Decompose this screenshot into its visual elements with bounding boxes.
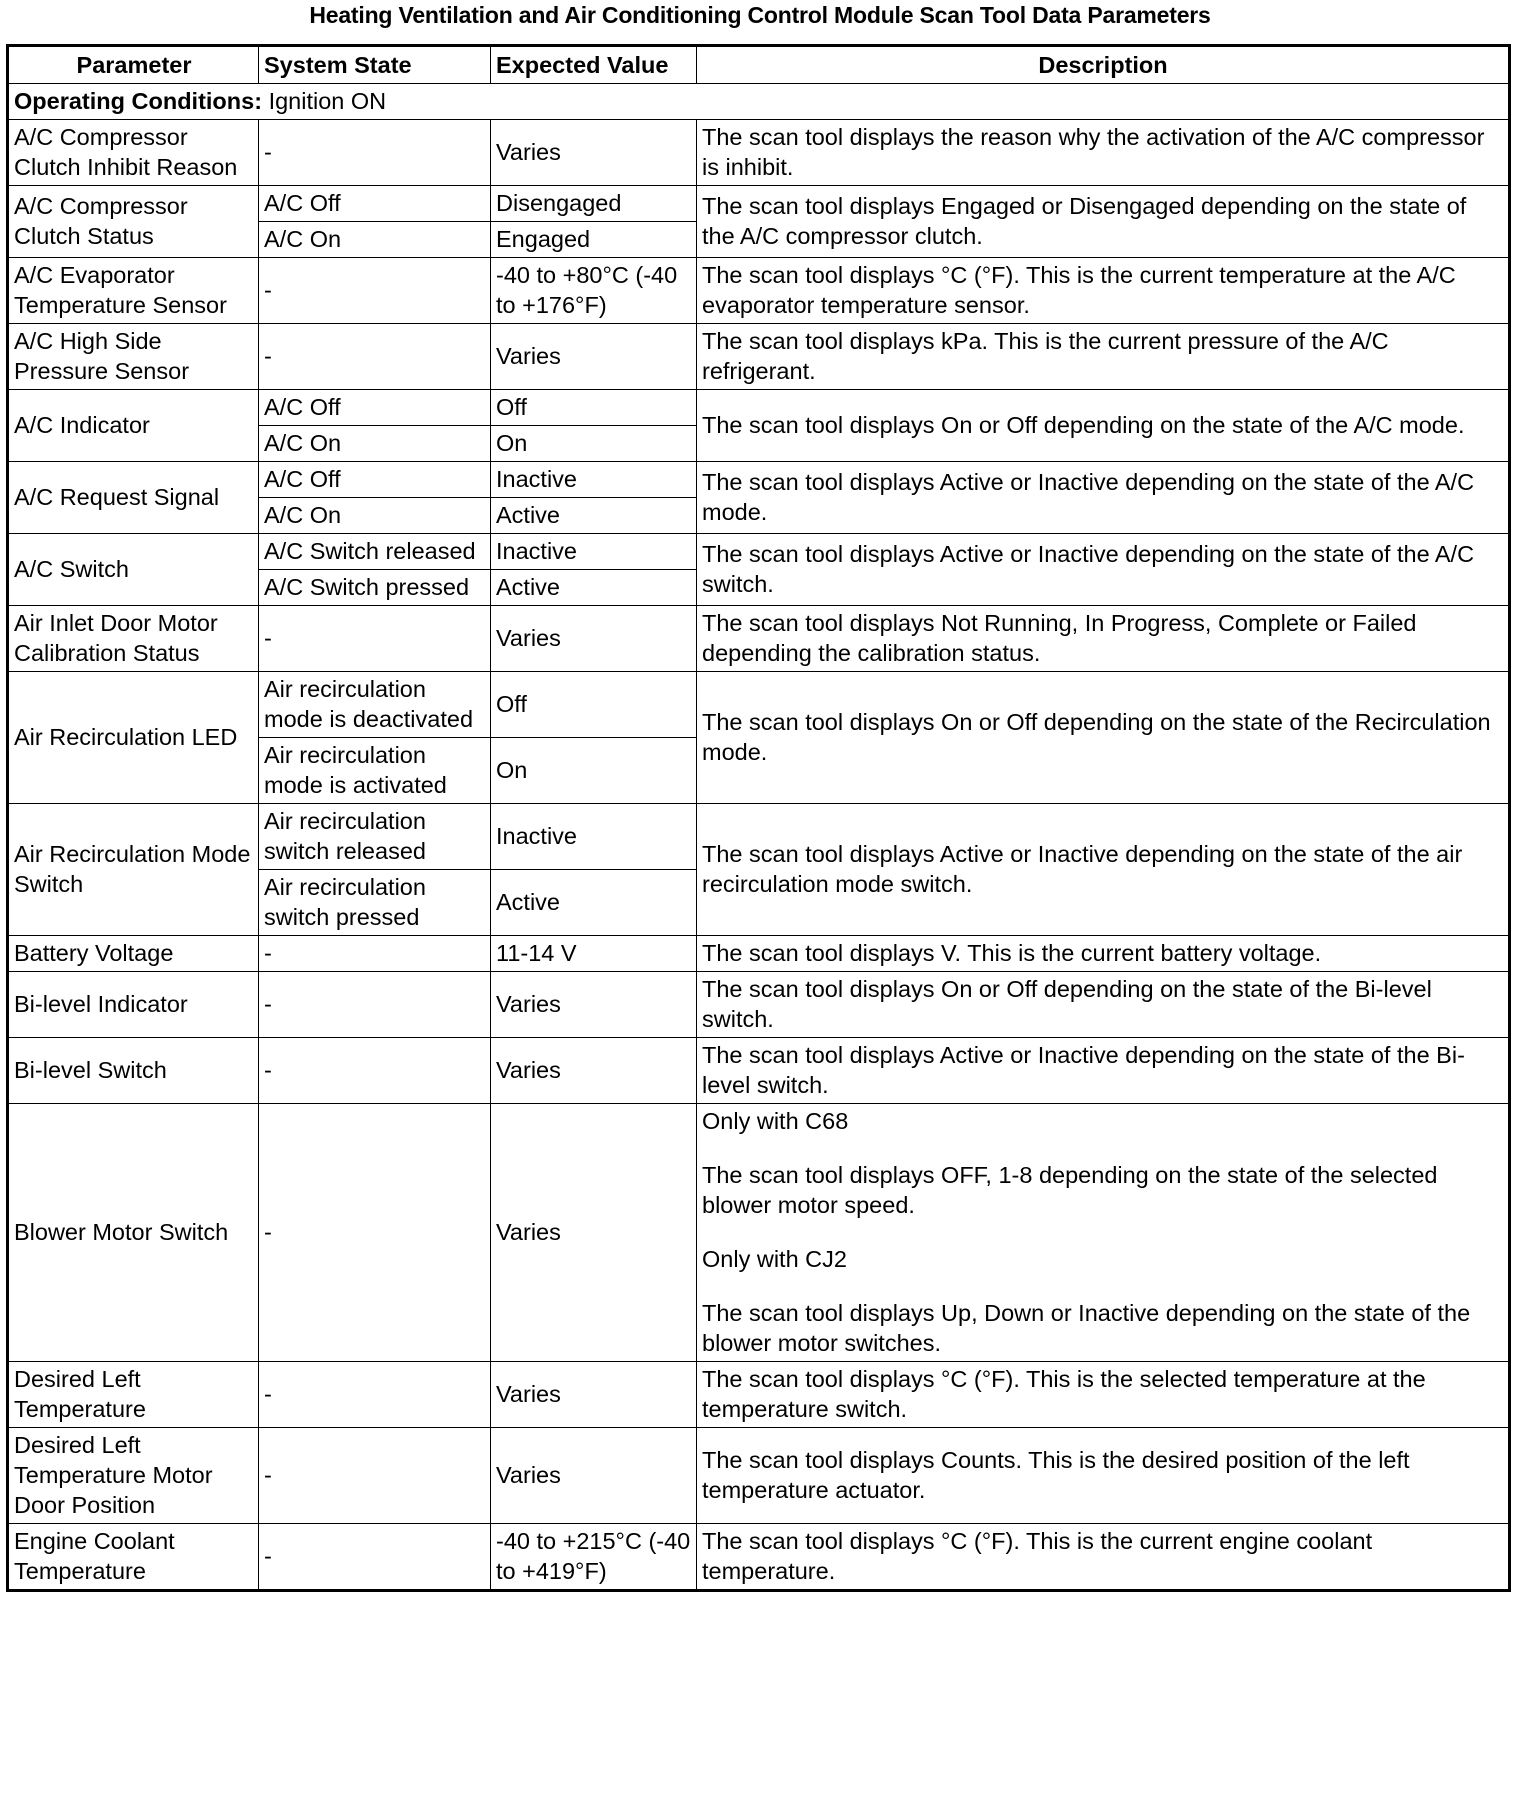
description-cell <box>697 804 1510 936</box>
description-paragraph: Only with C68 <box>702 1108 849 1134</box>
system-state-cell: Air recirculation switch released <box>259 804 491 870</box>
expected-value-cell: -40 to +215°C (-40 to +419°F) <box>491 1524 697 1591</box>
parameter-cell: A/C Switch <box>8 534 259 606</box>
table-row <box>8 534 1510 570</box>
table-row <box>8 390 1510 426</box>
table-row <box>8 804 1510 870</box>
system-state-cell: - <box>259 258 491 324</box>
system-state-cell: A/C Off <box>259 462 491 498</box>
system-state-cell: A/C Switch pressed <box>259 570 491 606</box>
description-cell <box>697 1524 1510 1591</box>
description-paragraph: The scan tool displays Not Running, In Progress, Complete or Failed depending the calibration status. <box>702 610 1417 666</box>
description-paragraph: The scan tool displays Active or Inactive depending on the state of the A/C switch. <box>702 541 1475 597</box>
table-row <box>8 120 1510 186</box>
column-header-parameter: Parameter <box>8 46 259 84</box>
table-row <box>8 1038 1510 1104</box>
description-paragraph: The scan tool displays On or Off depending on the state of the A/C mode. <box>702 412 1465 438</box>
description-paragraph: The scan tool displays Counts. This is the desired position of the left temperature actuator. <box>702 1447 1410 1503</box>
parameter-cell: Bi-level Switch <box>8 1038 259 1104</box>
system-state-cell: Air recirculation switch pressed <box>259 870 491 936</box>
operating-conditions-value: Ignition ON <box>262 88 387 114</box>
description-cell <box>697 936 1510 972</box>
system-state-cell: - <box>259 936 491 972</box>
expected-value-cell: Inactive <box>491 462 697 498</box>
operating-conditions-label: Operating Conditions: <box>14 88 263 114</box>
table-row <box>8 972 1510 1038</box>
table-row <box>8 324 1510 390</box>
page-title: Heating Ventilation and Air Conditioning Control Module Scan Tool Data Parameters <box>309 2 1211 28</box>
column-header-description: Description <box>697 46 1510 84</box>
table-row <box>8 186 1510 222</box>
expected-value-cell: Active <box>491 570 697 606</box>
parameter-cell: Air Recirculation Mode Switch <box>8 804 259 936</box>
expected-value-cell: Varies <box>491 1428 697 1524</box>
description-paragraph: The scan tool displays V. This is the current battery voltage. <box>702 940 1322 966</box>
expected-value-cell: Off <box>491 390 697 426</box>
description-cell <box>697 390 1510 462</box>
parameters-table <box>6 44 1511 1592</box>
expected-value-cell: Engaged <box>491 222 697 258</box>
description-cell <box>697 120 1510 186</box>
description-paragraph: The scan tool displays Active or Inactive depending on the state of the Bi-level switch. <box>702 1042 1465 1098</box>
table-row <box>8 936 1510 972</box>
expected-value-cell: Varies <box>491 1362 697 1428</box>
description-paragraph: The scan tool displays °C (°F). This is the current engine coolant temperature. <box>702 1528 1373 1584</box>
expected-value-cell: Inactive <box>491 534 697 570</box>
description-cell <box>697 1038 1510 1104</box>
parameter-cell: Desired Left Temperature Motor Door Position <box>8 1428 259 1524</box>
description-cell <box>697 1362 1510 1428</box>
system-state-cell: - <box>259 1428 491 1524</box>
description-cell <box>697 462 1510 534</box>
table-body <box>8 84 1510 1591</box>
parameter-cell: Battery Voltage <box>8 936 259 972</box>
parameter-cell: A/C Compressor Clutch Status <box>8 186 259 258</box>
description-cell <box>697 1428 1510 1524</box>
description-cell <box>697 972 1510 1038</box>
system-state-cell: - <box>259 120 491 186</box>
description-paragraph: The scan tool displays OFF, 1-8 depending on the state of the selected blower motor speed. <box>702 1162 1438 1218</box>
description-cell <box>697 606 1510 672</box>
system-state-cell: A/C On <box>259 498 491 534</box>
parameter-cell: A/C Compressor Clutch Inhibit Reason <box>8 120 259 186</box>
expected-value-cell: -40 to +80°C (-40 to +176°F) <box>491 258 697 324</box>
expected-value-cell: Inactive <box>491 804 697 870</box>
description-cell <box>697 672 1510 804</box>
description-cell <box>697 1104 1510 1362</box>
parameter-cell: Air Recirculation LED <box>8 672 259 804</box>
system-state-cell: - <box>259 606 491 672</box>
expected-value-cell: 11-14 V <box>491 936 697 972</box>
system-state-cell: - <box>259 1104 491 1362</box>
column-header-expected-value: Expected Value <box>491 46 697 84</box>
table-row <box>8 1524 1510 1591</box>
table-row <box>8 1104 1510 1362</box>
expected-value-cell: Off <box>491 672 697 738</box>
parameter-cell: A/C Request Signal <box>8 462 259 534</box>
description-paragraph: The scan tool displays °C (°F). This is the selected temperature at the temperature switch. <box>702 1366 1426 1422</box>
parameter-cell: Engine Coolant Temperature <box>8 1524 259 1591</box>
system-state-cell: - <box>259 972 491 1038</box>
system-state-cell: - <box>259 1038 491 1104</box>
description-paragraph: The scan tool displays Engaged or Disengaged depending on the state of the A/C compressor clutch. <box>702 193 1467 249</box>
expected-value-cell: Varies <box>491 606 697 672</box>
system-state-cell: - <box>259 1362 491 1428</box>
parameter-cell: A/C Evaporator Temperature Sensor <box>8 258 259 324</box>
expected-value-cell: Disengaged <box>491 186 697 222</box>
parameter-cell: Desired Left Temperature <box>8 1362 259 1428</box>
system-state-cell: Air recirculation mode is activated <box>259 738 491 804</box>
description-paragraph: The scan tool displays On or Off depending on the state of the Bi-level switch. <box>702 976 1432 1032</box>
system-state-cell: Air recirculation mode is deactivated <box>259 672 491 738</box>
description-cell <box>697 258 1510 324</box>
expected-value-cell: On <box>491 426 697 462</box>
table-row <box>8 606 1510 672</box>
description-cell <box>697 186 1510 258</box>
expected-value-cell: Active <box>491 870 697 936</box>
system-state-cell: A/C On <box>259 426 491 462</box>
system-state-cell: A/C Switch released <box>259 534 491 570</box>
system-state-cell: - <box>259 324 491 390</box>
description-cell <box>697 534 1510 606</box>
expected-value-cell: Varies <box>491 1104 697 1362</box>
expected-value-cell: Varies <box>491 120 697 186</box>
description-paragraph: The scan tool displays kPa. This is the current pressure of the A/C refrigerant. <box>702 328 1389 384</box>
table-header-row <box>8 46 1510 84</box>
system-state-cell: - <box>259 1524 491 1591</box>
expected-value-cell: Varies <box>491 972 697 1038</box>
description-paragraph: The scan tool displays Up, Down or Inactive depending on the state of the blower motor switches. <box>702 1300 1471 1356</box>
table-row <box>8 672 1510 738</box>
description-paragraph: The scan tool displays On or Off depending on the state of the Recirculation mode. <box>702 709 1491 765</box>
parameter-cell: Bi-level Indicator <box>8 972 259 1038</box>
description-paragraph: The scan tool displays the reason why the activation of the A/C compressor is inhibit. <box>702 124 1485 180</box>
description-paragraph: Only with CJ2 <box>702 1246 847 1272</box>
description-paragraph: The scan tool displays °C (°F). This is the current temperature at the A/C evaporator temperature sensor. <box>702 262 1456 318</box>
parameter-cell: A/C Indicator <box>8 390 259 462</box>
table-row <box>8 1362 1510 1428</box>
description-paragraph: The scan tool displays Active or Inactive depending on the state of the A/C mode. <box>702 469 1475 525</box>
system-state-cell: A/C Off <box>259 390 491 426</box>
expected-value-cell: On <box>491 738 697 804</box>
parameter-cell: A/C High Side Pressure Sensor <box>8 324 259 390</box>
expected-value-cell: Varies <box>491 1038 697 1104</box>
system-state-cell: A/C Off <box>259 186 491 222</box>
expected-value-cell: Active <box>491 498 697 534</box>
operating-conditions-row <box>8 84 1510 120</box>
expected-value-cell: Varies <box>491 324 697 390</box>
description-paragraph: The scan tool displays Active or Inactive depending on the state of the air recirculation mode switch. <box>702 841 1463 897</box>
operating-conditions <box>8 84 1510 120</box>
parameter-cell: Air Inlet Door Motor Calibration Status <box>8 606 259 672</box>
description-cell <box>697 324 1510 390</box>
table-row <box>8 258 1510 324</box>
table-row <box>8 1428 1510 1524</box>
system-state-cell: A/C On <box>259 222 491 258</box>
parameter-cell: Blower Motor Switch <box>8 1104 259 1362</box>
table-row <box>8 462 1510 498</box>
column-header-system-state: System State <box>259 46 491 84</box>
